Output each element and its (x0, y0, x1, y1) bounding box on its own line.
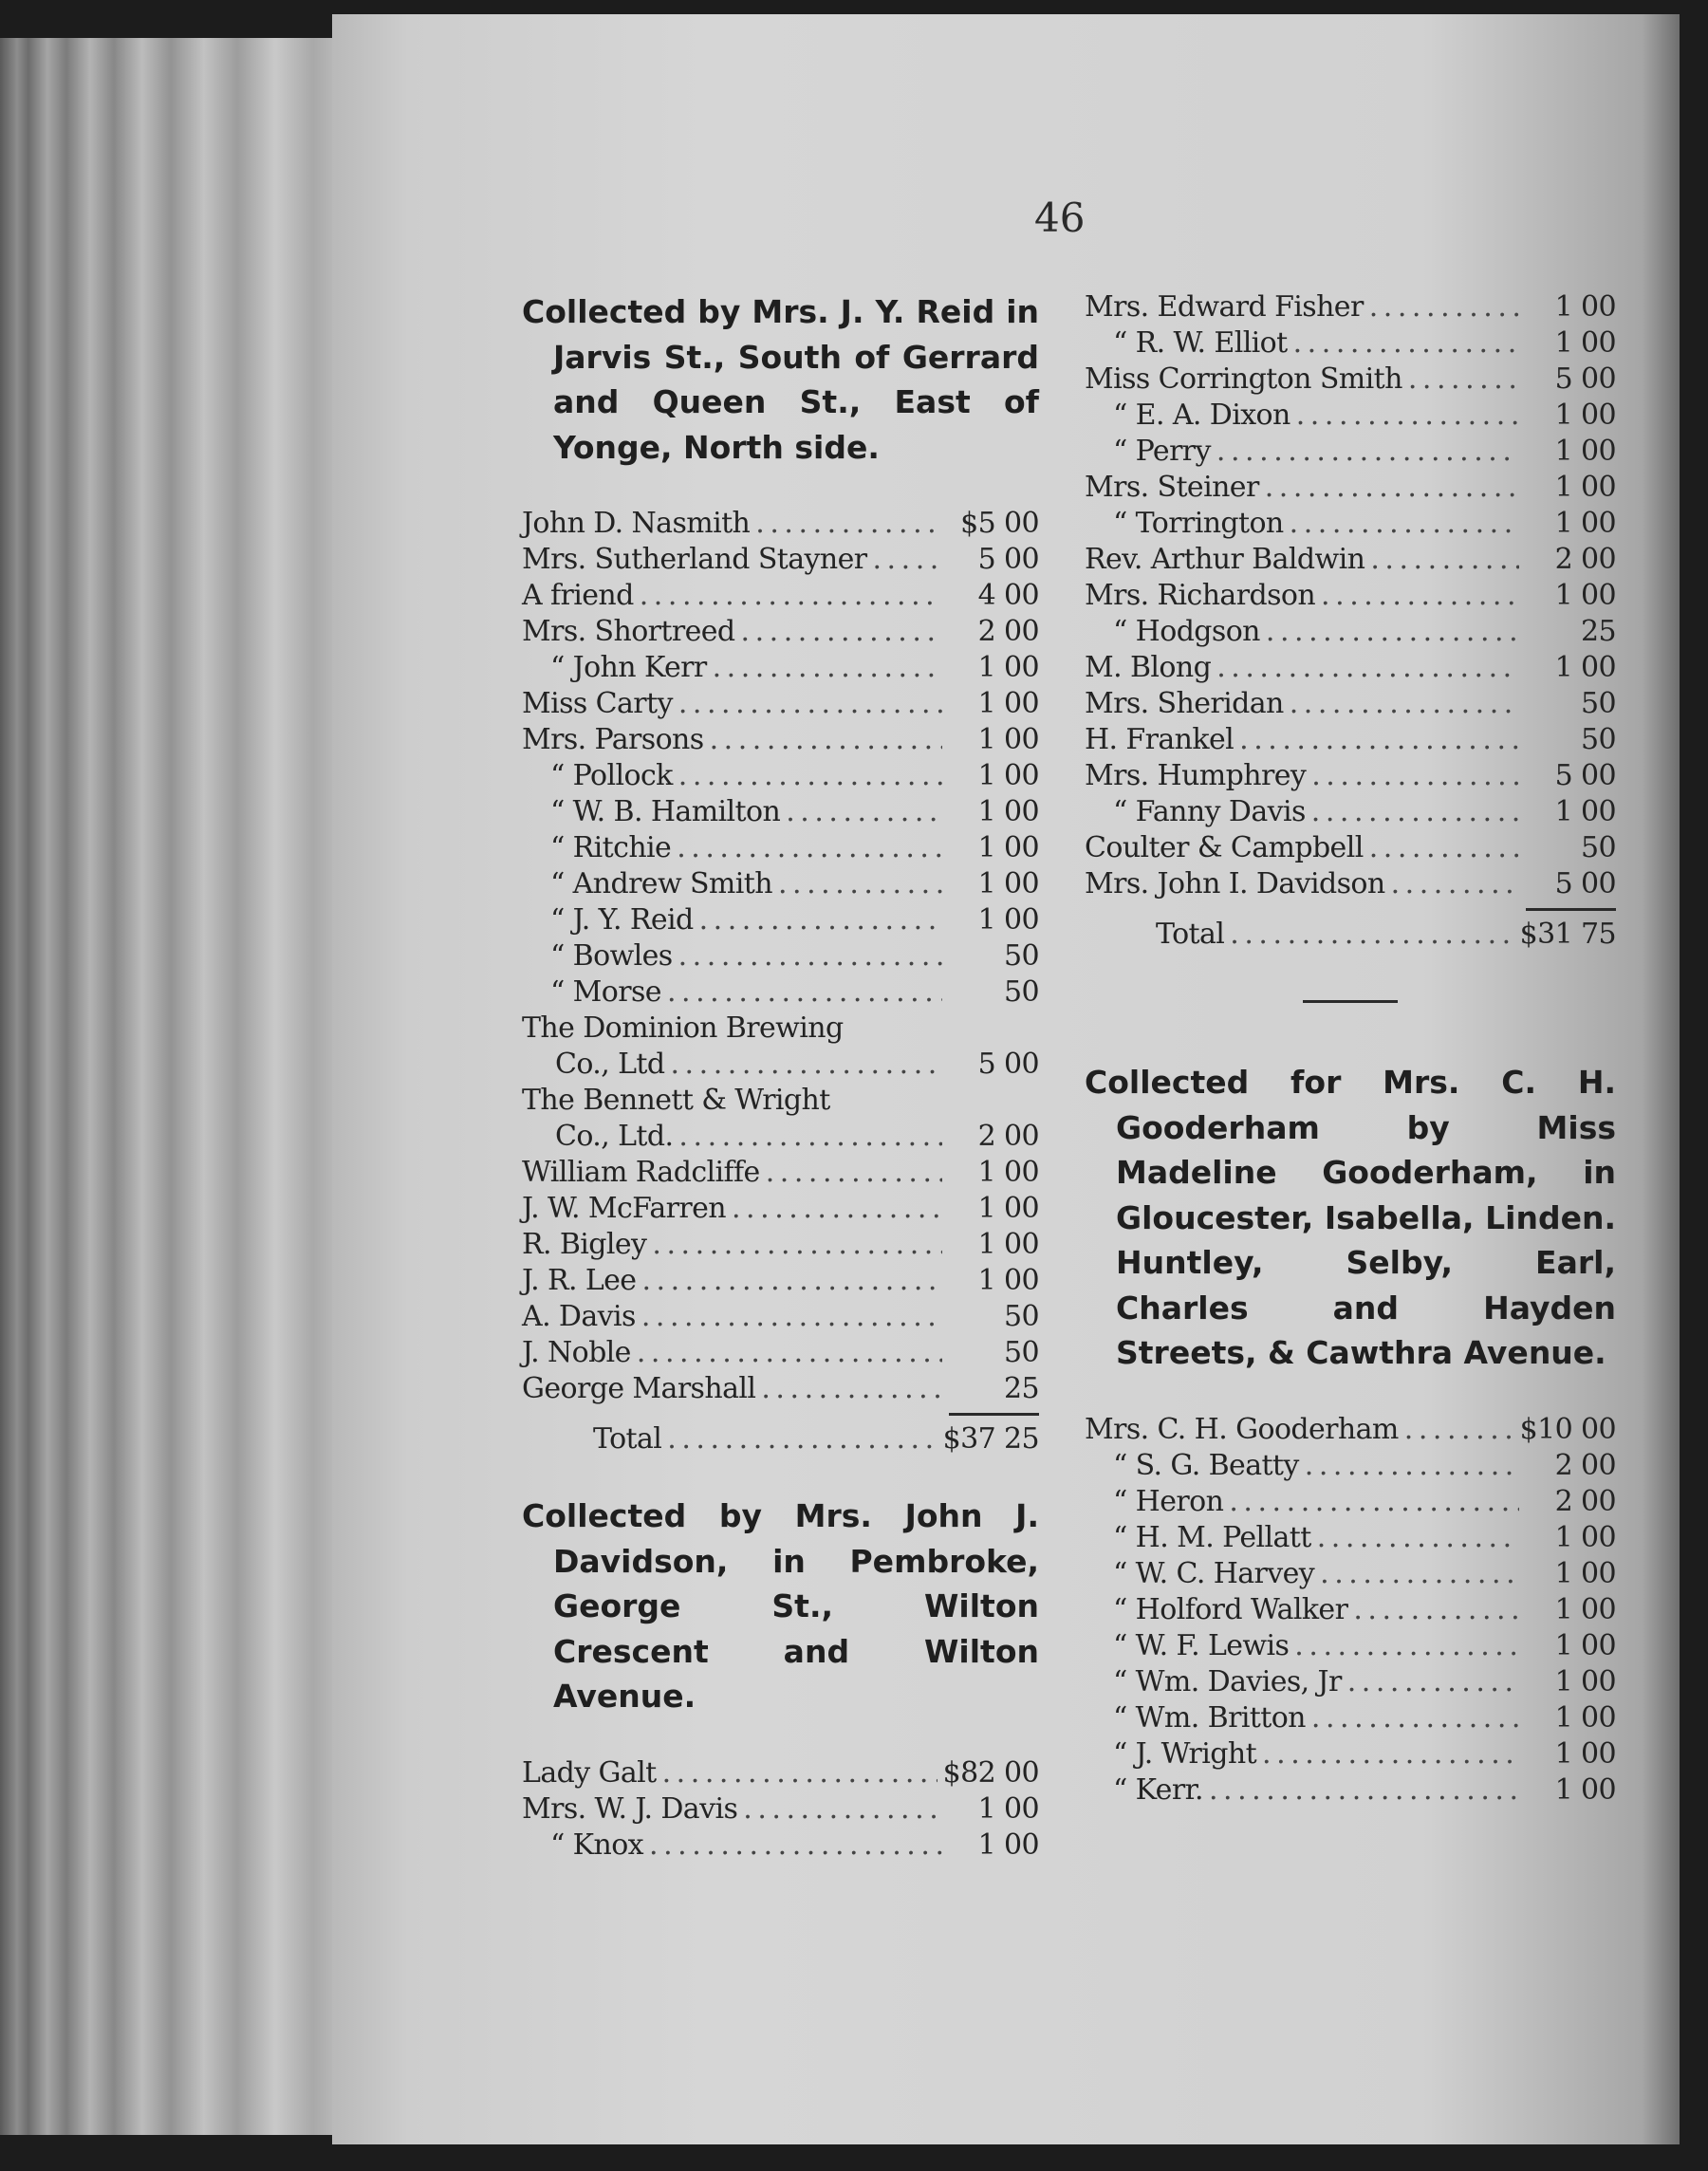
total-amount: $37 25 (942, 1422, 1039, 1456)
donor-amount: 1 00 (977, 1828, 1039, 1862)
donor-name: The Bennett & Wright (522, 1084, 830, 1117)
donor-name: “ Perry (1113, 435, 1211, 468)
section-separator (1303, 1000, 1398, 1003)
donor-name: “ John Kerr (550, 651, 707, 684)
donor-entry (522, 902, 1039, 938)
donor-amount: 1 00 (977, 903, 1039, 937)
donor-amount: $10 00 (1519, 1412, 1616, 1446)
donor-amount: 1 00 (977, 759, 1039, 792)
donor-entry (1085, 1484, 1616, 1520)
dot-leader (1239, 722, 1519, 758)
dot-leader (1290, 686, 1519, 722)
donor-name: Mrs. Humphrey (1085, 759, 1307, 792)
donor-entry (1085, 542, 1616, 578)
dot-leader (743, 1791, 942, 1828)
donor-entry (1085, 325, 1616, 362)
donor-name: Mrs. Steiner (1085, 471, 1259, 504)
donor-entry (522, 974, 1039, 1011)
donor-entry (1085, 1664, 1616, 1700)
donor-entry (522, 614, 1039, 650)
donor-entry (522, 758, 1039, 794)
donor-entry (522, 1191, 1039, 1227)
donor-amount: 2 00 (977, 1120, 1039, 1153)
donor-list (1085, 1412, 1616, 1809)
total-row (1085, 917, 1616, 953)
dot-leader (1321, 578, 1519, 614)
donor-amount: 1 00 (1554, 1520, 1616, 1554)
donor-entry (522, 1335, 1039, 1371)
section-heading: Collected by Mrs. John J. Davidson, in Pembroke, George St., Wilton Crescent and Wilton Avenue. (522, 1497, 1039, 1715)
donor-entry (1085, 1448, 1616, 1484)
dot-leader (1216, 650, 1519, 686)
total-label: Total (593, 1422, 662, 1456)
donor-entry (522, 1791, 1039, 1828)
dot-leader (1353, 1592, 1519, 1628)
donor-amount: 5 00 (977, 543, 1039, 576)
dot-leader (1293, 325, 1519, 362)
dot-leader (1370, 542, 1519, 578)
donor-amount: 1 00 (977, 687, 1039, 720)
donor-amount: 1 00 (1554, 471, 1616, 504)
donor-name: Mrs. Sutherland Stayner (522, 543, 867, 576)
donor-amount: 1 00 (1554, 1772, 1616, 1807)
donor-name: Mrs. Sheridan (1085, 687, 1284, 720)
donor-name: M. Blong (1085, 651, 1212, 684)
dot-leader (1311, 1700, 1519, 1736)
donor-entry (522, 650, 1039, 686)
total-row (522, 1421, 1039, 1457)
dot-leader (755, 506, 942, 542)
donor-entry (1085, 650, 1616, 686)
donor-name: H. Frankel (1085, 723, 1235, 756)
donor-entry (522, 1155, 1039, 1191)
donor-name: R. Bigley (522, 1228, 647, 1261)
dot-leader (1404, 1412, 1514, 1448)
donor-entry (522, 794, 1039, 830)
donor-amount: $5 00 (960, 507, 1039, 540)
dot-leader (710, 722, 942, 758)
donor-name: “ W. B. Hamilton (550, 795, 781, 828)
donor-entry (1085, 686, 1616, 722)
donor-entry (522, 1755, 1039, 1791)
donor-entry (1085, 794, 1616, 830)
donor-name: Mrs. John I. Davidson (1085, 867, 1385, 900)
dot-leader (741, 614, 942, 650)
donor-name: Lady Galt (522, 1755, 657, 1790)
donor-amount: 1 00 (1554, 1628, 1616, 1662)
donor-name: William Radcliffe (522, 1156, 760, 1189)
donor-list (522, 1755, 1039, 1864)
donor-entry (522, 938, 1039, 974)
donor-entry (1085, 1556, 1616, 1592)
donor-amount: 1 00 (977, 1791, 1039, 1826)
total-amount: $31 75 (1519, 918, 1616, 951)
donor-amount: 1 00 (1554, 1592, 1616, 1626)
donor-list (1085, 289, 1616, 902)
donor-entry (1085, 866, 1616, 902)
donor-name: J. R. Lee (522, 1264, 637, 1297)
donor-amount: 2 00 (977, 615, 1039, 648)
donor-name: A friend (522, 579, 634, 612)
donor-entry (1085, 830, 1616, 866)
dot-leader (732, 1191, 942, 1227)
donor-entry (522, 866, 1039, 902)
donor-amount: 50 (1004, 1336, 1039, 1369)
donor-name: Rev. Arthur Baldwin (1085, 543, 1365, 576)
donor-amount: 1 00 (977, 1192, 1039, 1225)
total-rule (1526, 908, 1616, 911)
donor-name: Mrs. W. J. Davis (522, 1791, 738, 1826)
page-number: 46 (1034, 195, 1086, 241)
donor-entry (522, 1227, 1039, 1263)
dot-leader (670, 1047, 942, 1083)
dot-leader (1311, 758, 1519, 794)
donor-amount: 2 00 (1554, 1484, 1616, 1518)
donor-amount: 1 00 (1554, 290, 1616, 324)
donor-list (522, 506, 1039, 1407)
donor-amount: 50 (1581, 831, 1616, 864)
donor-amount: 4 00 (977, 579, 1039, 612)
dot-leader (1311, 794, 1519, 830)
donor-entry (1085, 578, 1616, 614)
dot-leader (641, 1263, 942, 1299)
donor-entry (522, 1011, 1039, 1047)
donor-name: “ J. Wright (1113, 1736, 1257, 1771)
donor-name: A. Davis (522, 1300, 636, 1333)
donor-name: Coulter & Campbell (1085, 831, 1364, 864)
donor-entry (1085, 1520, 1616, 1556)
dot-leader (1408, 362, 1519, 398)
donor-amount: 5 00 (977, 1048, 1039, 1081)
donor-entry (1085, 1592, 1616, 1628)
donor-amount: 1 00 (1554, 1736, 1616, 1771)
donor-name: Mrs. Parsons (522, 723, 704, 756)
donor-name: “ Andrew Smith (550, 867, 772, 900)
donor-entry (522, 1083, 1039, 1119)
dot-leader (640, 578, 942, 614)
dot-leader (662, 1755, 938, 1791)
donor-amount: 1 00 (1554, 435, 1616, 468)
donor-amount: 5 00 (1554, 362, 1616, 396)
donor-name: Mrs. Shortreed (522, 615, 735, 648)
dot-leader (1209, 1772, 1519, 1809)
donor-name: “ R. W. Elliot (1113, 326, 1288, 360)
left-column (522, 289, 1039, 1864)
donor-name: “ Bowles (550, 939, 673, 973)
donor-amount: 1 00 (1554, 579, 1616, 612)
donor-amount: 1 00 (1554, 1700, 1616, 1735)
donor-name: “ W. F. Lewis (1113, 1628, 1290, 1662)
donor-entry (522, 542, 1039, 578)
donor-entry (1085, 1628, 1616, 1664)
donor-entry (522, 1299, 1039, 1335)
donor-amount: 1 00 (1554, 1664, 1616, 1698)
dot-leader (652, 1227, 942, 1263)
donor-amount: 50 (1004, 1300, 1039, 1333)
dot-leader (713, 650, 942, 686)
donor-entry-continued (522, 1047, 1039, 1083)
donor-name: “ Knox (550, 1828, 643, 1862)
donor-name: Mrs. Richardson (1085, 579, 1316, 612)
total-rule (949, 1413, 1039, 1416)
donor-amount: 1 00 (1554, 795, 1616, 828)
donor-entry (522, 506, 1039, 542)
donor-entry (1085, 506, 1616, 542)
book-page (332, 14, 1680, 2144)
dot-leader (649, 1828, 942, 1864)
donor-entry (522, 830, 1039, 866)
donor-entry (1085, 1412, 1616, 1448)
donor-entry (1085, 722, 1616, 758)
donor-amount: 1 00 (977, 1228, 1039, 1261)
donor-entry (522, 1371, 1039, 1407)
donor-entry (522, 686, 1039, 722)
dot-leader (872, 542, 942, 578)
dot-leader (1305, 1448, 1519, 1484)
donor-name: “ Morse (550, 975, 661, 1009)
donor-name: Miss Corrington Smith (1085, 362, 1402, 396)
donor-entry (522, 1263, 1039, 1299)
donor-name: “ E. A. Dixon (1113, 399, 1290, 432)
donor-amount: 5 00 (1554, 867, 1616, 900)
donor-amount: 2 00 (1554, 1448, 1616, 1482)
donor-amount: $82 00 (942, 1755, 1039, 1790)
donor-name: “ Torrington (1113, 507, 1284, 540)
donor-name: J. W. McFarren (522, 1192, 726, 1225)
donor-entry (1085, 289, 1616, 325)
donor-entry (1085, 1772, 1616, 1809)
donor-name: “ Holford Walker (1113, 1592, 1348, 1626)
donor-amount: 2 00 (1554, 543, 1616, 576)
donor-name: “ Kerr. (1113, 1772, 1203, 1807)
donor-amount: 1 00 (977, 723, 1039, 756)
donor-name: John D. Nasmith (522, 507, 751, 540)
donor-entry-continued (522, 1119, 1039, 1155)
donor-name: Mrs. C. H. Gooderham (1085, 1412, 1399, 1446)
donor-amount: 1 00 (977, 651, 1039, 684)
donor-entry (522, 1828, 1039, 1864)
total-label: Total (1156, 918, 1225, 951)
dot-leader (1266, 614, 1519, 650)
dot-leader (786, 794, 942, 830)
dot-leader (1317, 1520, 1519, 1556)
donor-name: “ Wm. Britton (1113, 1700, 1306, 1735)
dot-leader (678, 938, 942, 974)
donor-name: “ J. Y. Reid (550, 903, 694, 937)
donor-entry (1085, 470, 1616, 506)
donor-amount: 1 00 (977, 831, 1039, 864)
dot-leader (641, 1299, 942, 1335)
donor-amount: 1 00 (1554, 399, 1616, 432)
donor-amount: 50 (1581, 723, 1616, 756)
donor-entry (1085, 614, 1616, 650)
dot-leader (677, 830, 942, 866)
dot-leader (761, 1371, 942, 1407)
donor-name: “ Heron (1113, 1484, 1224, 1518)
dot-leader (1347, 1664, 1519, 1700)
donor-entry (1085, 1700, 1616, 1736)
dot-leader (778, 866, 942, 902)
dot-leader (1369, 289, 1519, 325)
donor-amount: 25 (1004, 1372, 1039, 1405)
donor-name-continued: Co., Ltd. (555, 1120, 674, 1153)
dot-leader (1290, 506, 1519, 542)
dot-leader (678, 758, 942, 794)
page-edges (0, 38, 342, 2135)
donor-entry (1085, 362, 1616, 398)
donor-name: “ H. M. Pellatt (1113, 1520, 1311, 1554)
donor-name: “ Wm. Davies, Jr (1113, 1664, 1342, 1698)
donor-entry (1085, 1736, 1616, 1772)
dot-leader (1229, 1484, 1519, 1520)
donor-amount: 50 (1581, 687, 1616, 720)
donor-name: “ Ritchie (550, 831, 672, 864)
donor-name: “ W. C. Harvey (1113, 1556, 1315, 1590)
donor-amount: 25 (1581, 615, 1616, 648)
dot-leader (678, 1119, 942, 1155)
dot-leader (1265, 470, 1519, 506)
donor-entry (1085, 398, 1616, 434)
donor-name: “ Hodgson (1113, 615, 1260, 648)
dot-leader (1262, 1736, 1519, 1772)
dot-leader (667, 974, 942, 1011)
donor-amount: 1 00 (977, 1264, 1039, 1297)
dot-leader (1391, 866, 1519, 902)
dot-leader (699, 902, 942, 938)
donor-name: J. Noble (522, 1336, 631, 1369)
right-column (1085, 289, 1616, 1809)
dot-leader (1296, 398, 1519, 434)
dot-leader (1216, 434, 1519, 470)
donor-amount: 1 00 (977, 1156, 1039, 1189)
section-heading: Collected by Mrs. J. Y. Reid in Jarvis St., South of Gerrard and Queen St., East of Yonge, North side. (522, 293, 1039, 466)
donor-name: George Marshall (522, 1372, 756, 1405)
donor-entry (1085, 434, 1616, 470)
dot-leader (678, 686, 942, 722)
dot-leader (766, 1155, 942, 1191)
donor-name: “ Fanny Davis (1113, 795, 1306, 828)
donor-name: Mrs. Edward Fisher (1085, 290, 1364, 324)
donor-amount: 1 00 (1554, 326, 1616, 360)
donor-amount: 5 00 (1554, 759, 1616, 792)
dot-leader (637, 1335, 942, 1371)
donor-amount: 1 00 (1554, 1556, 1616, 1590)
donor-name: “ S. G. Beatty (1113, 1448, 1299, 1482)
donor-name-continued: Co., Ltd (555, 1048, 665, 1081)
dot-leader (1294, 1628, 1519, 1664)
donor-entry (1085, 758, 1616, 794)
donor-amount: 1 00 (1554, 651, 1616, 684)
donor-name: Miss Carty (522, 687, 673, 720)
section-heading: Collected for Mrs. C. H. Gooderham by Miss Madeline Gooderham, in Gloucester, Isabella, Linden. Huntley, Selby, Earl, Charles and Hayden Streets, & Cawthra Avenue. (1085, 1064, 1616, 1371)
donor-amount: 1 00 (977, 795, 1039, 828)
dot-leader (1369, 830, 1519, 866)
donor-amount: 50 (1004, 939, 1039, 973)
donor-name: “ Pollock (550, 759, 673, 792)
donor-amount: 1 00 (977, 867, 1039, 900)
donor-entry (522, 578, 1039, 614)
donor-name: The Dominion Brewing (522, 1011, 844, 1045)
donor-amount: 1 00 (1554, 507, 1616, 540)
donor-entry (522, 722, 1039, 758)
donor-amount: 50 (1004, 975, 1039, 1009)
dot-leader (1320, 1556, 1519, 1592)
